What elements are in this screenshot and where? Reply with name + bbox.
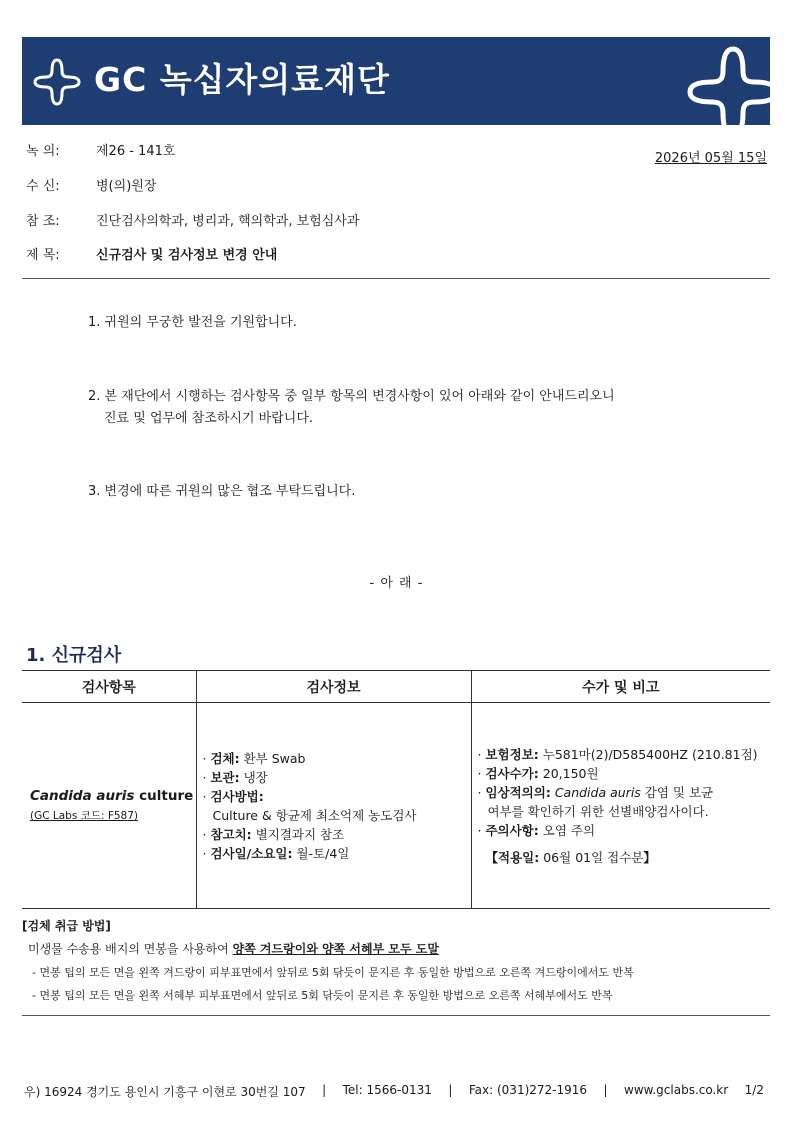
reference-range-value: 별지결과지 참조 <box>255 826 345 842</box>
caution-row: · 주의사항: 오염 주의 <box>477 822 596 838</box>
fee-cell <box>471 703 770 909</box>
footer-address: 우) 16924 경기도 용인시 기흥구 이현로 30번길 107 <box>24 1085 306 1099</box>
subject-label: 제 목: <box>26 248 60 263</box>
storage-row: · 보관: 냉장 <box>202 769 268 785</box>
schedule-value: 월-토/4일 <box>296 845 350 861</box>
footer-separator: | <box>322 1083 327 1097</box>
footer-fax: Fax: (031)272-1916 <box>468 1083 588 1097</box>
specimen-handling <box>22 915 770 1007</box>
header-banner <box>22 37 770 125</box>
specimen-value: 환부 Swab <box>243 750 306 766</box>
clinical-label: 임상적의의: <box>485 784 551 800</box>
clinical-organism: Candida auris <box>554 784 641 800</box>
section-title-new-tests: 1. 신규검사 <box>26 645 122 666</box>
insurance-row: · 보험정보: 누581마(2)/D585400HZ (210.81점) <box>477 746 758 762</box>
column-header-info: 검사정보 <box>196 671 471 703</box>
caution-label: 주의사항: <box>485 822 539 838</box>
caution-value: 오염 주의 <box>542 822 596 838</box>
test-item-cell <box>22 703 196 909</box>
apply-close-bracket: 】 <box>643 849 656 865</box>
reference-label: 참 조: <box>26 214 60 229</box>
method-label: 검사방법: <box>210 788 264 804</box>
paragraph-2-line-1: 2. 본 재단에서 시행하는 검사항목 중 일부 항목의 변경사항이 있어 아래와 같이 안내드리오니 <box>88 389 615 404</box>
test-item-name-italic: Candida auris <box>30 788 135 804</box>
apply-date-note <box>478 848 763 867</box>
cross-decoration-icon <box>684 43 770 125</box>
handling-title: [검체 취급 방법] <box>22 919 111 933</box>
paragraph-2 <box>88 386 728 430</box>
test-info-cell <box>196 703 471 909</box>
paragraph-2-line-2: 진료 및 업무에 참조하시기 바랍니다. <box>104 411 314 426</box>
recipient-value: 병(의)원장 <box>96 179 157 194</box>
divider <box>22 278 770 279</box>
below-heading: - 아 래 - <box>369 576 424 591</box>
test-item-code: (GC Labs 코드: F587) <box>30 810 138 822</box>
fee-label: 검사수가: <box>485 765 539 781</box>
footer <box>24 1083 764 1100</box>
handling-instruction <box>22 938 770 961</box>
apply-date-value: 06월 01일 접수분 <box>543 849 644 865</box>
doc-number-value: 제26 - 141호 <box>96 144 176 159</box>
handling-step-groin: - 면봉 팁의 모든 면을 왼쪽 서혜부 피부표면에서 앞뒤로 5회 닦듯이 문지른 후 동일한 방법으로 오른쪽 서혜부에서도 반복 <box>32 989 613 1002</box>
page-number: 1/2 <box>744 1083 764 1097</box>
fee-row: · 검사수가: 20,150원 <box>477 765 599 781</box>
method-value: Culture & 항균제 최소억제 농도검사 <box>212 807 417 823</box>
recipient-label: 수 신: <box>26 179 60 194</box>
storage-label: 보관: <box>210 769 240 785</box>
clinical-row: · 임상적의의: Candida auris 감염 및 보균 <box>477 784 714 800</box>
footer-website[interactable]: www.gclabs.co.kr <box>624 1083 729 1097</box>
test-item-name-rest: culture <box>139 788 194 804</box>
new-test-table <box>22 670 770 909</box>
clinical-value: 감염 및 보균 <box>644 784 714 800</box>
cross-logo-icon <box>32 57 82 107</box>
doc-number-label: 녹 의: <box>26 144 60 159</box>
footer-tel: Tel: 1566-0131 <box>342 1083 432 1097</box>
subject-value: 신규검사 및 검사정보 변경 안내 <box>96 248 278 263</box>
schedule-row: · 검사일/소요일: 월-토/4일 <box>202 845 350 861</box>
test-item-name <box>30 788 193 804</box>
table-row <box>22 703 770 909</box>
table-header-row <box>22 671 770 703</box>
reference-value: 진단검사의학과, 병리과, 핵의학과, 보험심사과 <box>96 214 360 229</box>
clinical-line-2: 여부를 확인하기 위한 선별배양검사이다. <box>487 803 709 819</box>
column-header-item: 검사항목 <box>22 671 196 703</box>
fee-value: 20,150원 <box>542 765 599 781</box>
insurance-label: 보험정보: <box>485 746 539 762</box>
reference-range-label: 참고치: <box>210 826 252 842</box>
paragraph-1: 1. 귀원의 무궁한 발전을 기원합니다. <box>88 315 297 330</box>
footer-separator: | <box>603 1083 608 1097</box>
apply-open-bracket: 【 <box>485 849 499 865</box>
paragraph-3: 3. 변경에 따른 귀원의 많은 협조 부탁드립니다. <box>88 484 356 499</box>
handling-instruction-prefix: 미생물 수송용 배지의 면봉을 사용하여 <box>28 942 229 956</box>
doc-date: 2026년 05월 15일 <box>654 151 767 166</box>
schedule-label: 검사일/소요일: <box>210 845 293 861</box>
handling-instruction-emphasis: 양쪽 겨드랑이와 양쪽 서혜부 모두 도말 <box>232 942 439 956</box>
handling-step-axilla: - 면봉 팁의 모든 면을 왼쪽 겨드랑이 피부표면에서 앞뒤로 5회 닦듯이 문지른 후 동일한 방법으로 오른쪽 겨드랑이에서도 반복 <box>32 966 634 979</box>
divider <box>22 1015 770 1016</box>
specimen-label: 검체: <box>210 750 240 766</box>
apply-date-label: 적용일: <box>498 849 540 865</box>
specimen-row: · 검체: 환부 Swab <box>202 750 306 766</box>
storage-value: 냉장 <box>243 769 268 785</box>
footer-separator: | <box>448 1083 453 1097</box>
reference-row: · 참고치: 별지결과지 참조 <box>202 826 345 842</box>
logo-text: GC 녹십자의료재단 <box>94 60 390 99</box>
method-row: · 검사방법: <box>202 788 264 804</box>
column-header-fee: 수가 및 비고 <box>471 671 770 703</box>
insurance-value: 누581마(2)/D585400HZ (210.81점) <box>542 746 758 762</box>
